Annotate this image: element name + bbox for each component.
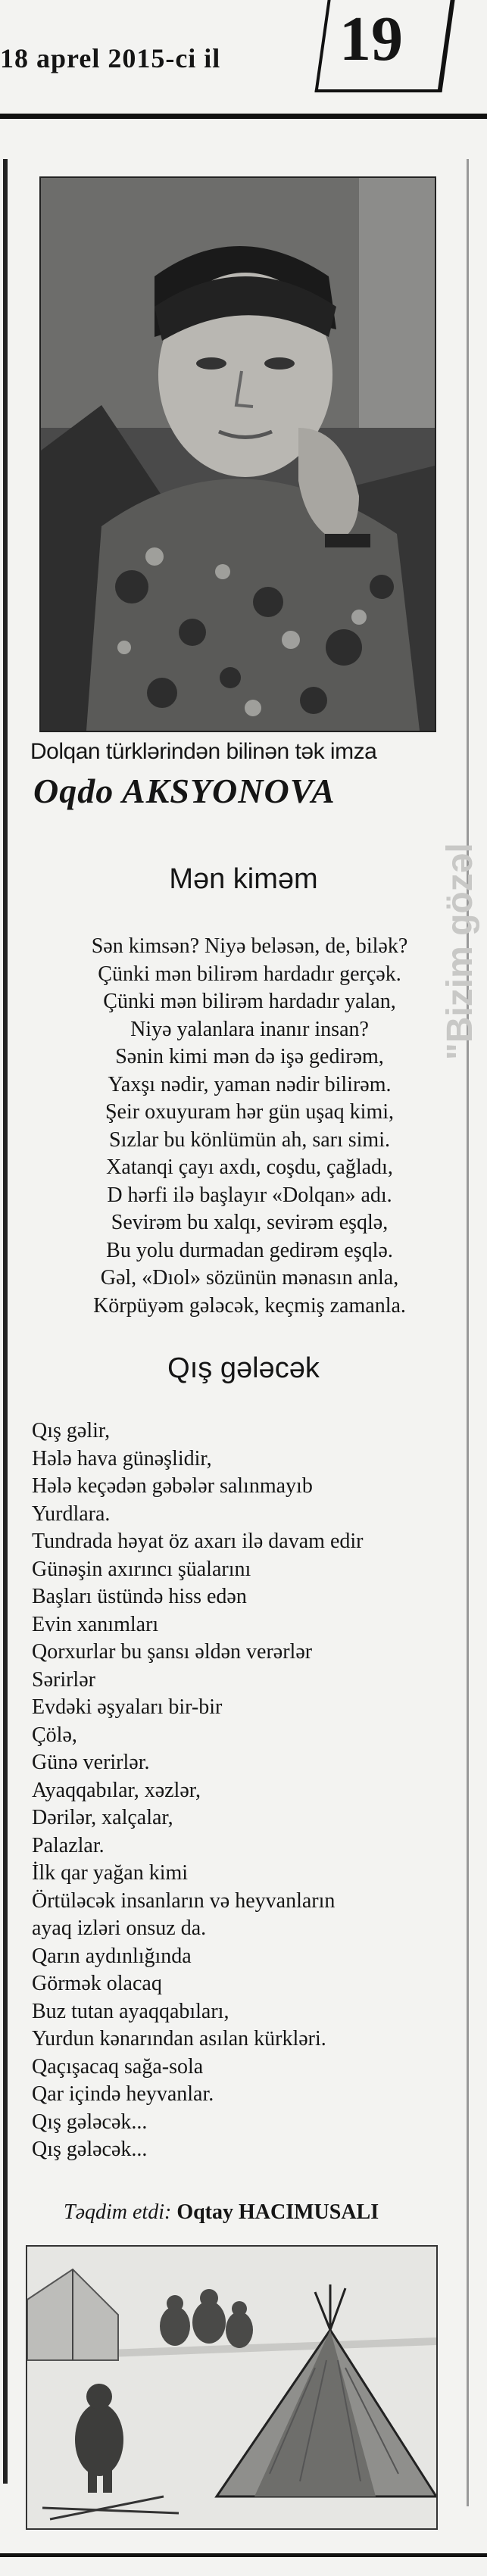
poem-line: Sevirəm bu xalqı, sevirəm eşqlə, [111, 1211, 389, 1234]
author-photo [39, 176, 436, 732]
poem-body [0, 933, 487, 1320]
header-rule [0, 114, 487, 119]
poem-line: Niyə yalanlara inanır insan? [130, 1017, 369, 1041]
poem-line: Sən kimsən? Niyə beləsən, de, bilək? [91, 934, 408, 958]
poem-line: Çünki mən bilirəm hardadır gerçək. [98, 962, 401, 986]
poem-body [32, 1417, 456, 2164]
page-number: 19 [339, 4, 403, 74]
poem-line: Qış gələcək... [32, 2110, 148, 2134]
poem-line: Yaxşı nədir, yaman nədir bilirəm. [108, 1072, 392, 1096]
poem-line: Dərilər, xalçalar, [32, 1806, 173, 1829]
column-rule-right [467, 159, 469, 2506]
poem-line: Yurdlara. [32, 1502, 111, 1526]
poem-line: Evdəki əşyaları bir-bir [32, 1695, 223, 1719]
poem-line: Çünki mən bilirəm hardadır yalan, [103, 990, 396, 1013]
poem-line: Örtüləcək insanların və heyvanların [32, 1888, 336, 1913]
poem-line: Palazlar. [32, 1833, 105, 1857]
author-name: Oqdo AKSYONOVA [33, 772, 336, 810]
photo-caption: Dolqan türklərindən bilinən tək imza [30, 739, 377, 764]
poem-line: Şeir oxuyuram hər gün uşaq kimi, [105, 1100, 395, 1124]
poem-line: Görmək olacaq [32, 1972, 162, 1995]
poem-line: Bu yolu durmadan gedirəm eşqlə. [106, 1238, 393, 1262]
poem-line: Gəl, «Dıol» sözünün mənasın anla, [100, 1266, 399, 1290]
credit-line [64, 2200, 457, 2225]
poem-line: Qış gələcək... [32, 2138, 148, 2161]
poem-line: Hələ hava günəşlidir, [32, 1446, 212, 1470]
poem-line: Sərirlər [32, 1667, 95, 1692]
poem-line: Günə verirlər. [32, 1751, 150, 1774]
poem-line: İlk qar yağan kimi [32, 1861, 189, 1885]
poem-line: Qaçışacaq sağa-sola [32, 2054, 204, 2079]
poem-line: Yurdun kənarından asılan kürkləri. [32, 2027, 326, 2051]
column-rule-left [3, 159, 8, 2484]
credit-name: Oqtay HACIMUSALI [176, 2200, 379, 2224]
poem-title: Qış gələcək [167, 1352, 320, 1384]
poem-line: D hərfi ilə başlayır «Dolqan» adı. [107, 1183, 392, 1207]
poem-line: Günəşin axırıncı şüalarını [32, 1557, 251, 1581]
credit-label: Təqdim etdi: [64, 2200, 172, 2224]
poem-line: Buz tutan ayaqqabıları, [32, 1999, 229, 2023]
poem-line: Evin xanımları [32, 1612, 159, 1636]
page-header [0, 0, 487, 121]
tundra-illustration [26, 2245, 438, 2530]
poem-line: ayaq izləri onsuz da. [32, 1916, 207, 1940]
poem-line: Ayaqqabılar, xəzlər, [32, 1778, 201, 1802]
poem-line: Qarın aydınlığında [32, 1944, 192, 1968]
poem-line: Qar içində heyvanlar. [32, 2082, 214, 2106]
poem-title: Mən kiməm [169, 863, 318, 895]
footer-rule [0, 2553, 487, 2557]
poem-line: Başları üstündə hiss edən [32, 1585, 247, 1608]
poem-line: Sızlar bu könlümün ah, sarı simi. [109, 1127, 390, 1152]
issue-date: 18 aprel 2015-ci il [0, 43, 221, 73]
poem-line: Qış gəlir, [32, 1419, 111, 1442]
poem-line: Körpüyəm gələcək, keçmiş zamanla. [93, 1293, 406, 1318]
poem-line: Çölə, [32, 1723, 77, 1747]
poem-line: Qorxurlar bu şansı əldən verərlər [32, 1640, 313, 1664]
poem-line: Xatanqi çayı axdı, coşdu, çağladı, [106, 1155, 393, 1179]
poem-line: Sənin kimi mən də işə gedirəm, [115, 1045, 384, 1068]
poem-line: Hələ keçədən gəbələr salınmayıb [32, 1474, 313, 1498]
adjacent-article-fragment: "Bizim gözəl [440, 843, 480, 1060]
poem-line: Tundrada həyat öz axarı ilə davam edir [32, 1530, 364, 1553]
